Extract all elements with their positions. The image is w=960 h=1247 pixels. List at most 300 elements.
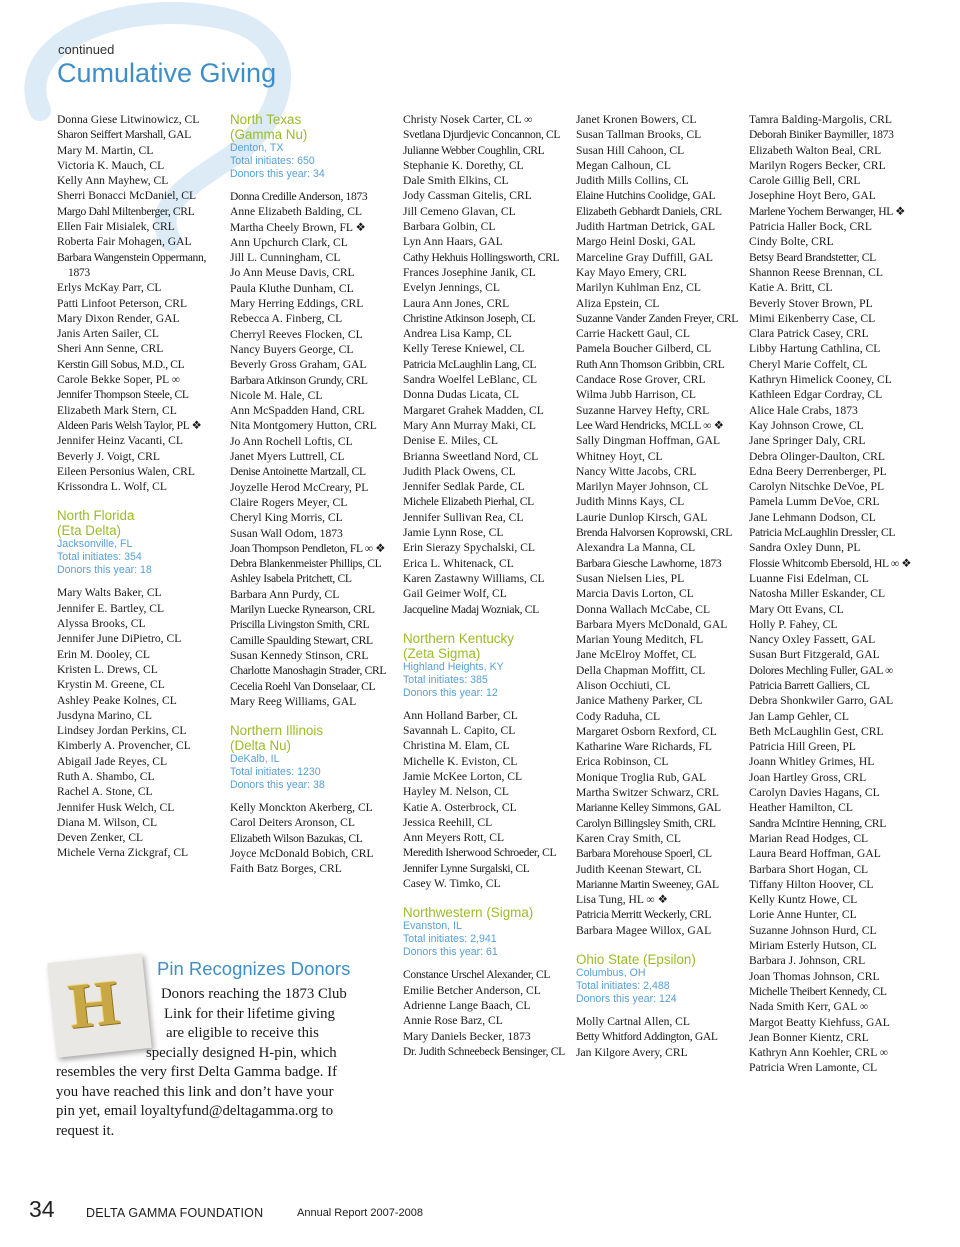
donor-name: Erica L. Whitenack, CL <box>403 556 514 570</box>
donor-name: Nita Montgomery Hutton, CRL <box>230 419 377 433</box>
chapter-header <box>576 952 744 1006</box>
donor-column-1 <box>57 112 225 861</box>
donor-name: Cathy Hekhuis Hollingsworth, CRL <box>403 250 560 264</box>
donor-name: Clara Patrick Casey, CRL <box>749 327 869 341</box>
donor-name: Joan Hartley Gross, CRL <box>749 770 867 784</box>
donor-name: Judith Plack Owens, CL <box>403 464 516 478</box>
donor-name: Flossie Whitcomb Ebersold, HL ∞ ❖ <box>749 556 912 570</box>
donor-name: Rebecca A. Finberg, CL <box>230 312 343 326</box>
donor-name: Jody Cassman Gitelis, CRL <box>403 189 532 203</box>
chapter-stat: Total initiates: 385 <box>403 673 488 686</box>
donor-name: Jacqueline Madaj Wozniak, CL <box>403 602 539 616</box>
donor-name: Charlotte Manoshagin Strader, CRL <box>230 664 387 678</box>
donor-name: Krystin M. Greene, CL <box>57 678 165 692</box>
donor-name: Margo Dahl Miltenberger, CRL <box>57 204 195 218</box>
donor-name: Christina M. Elam, CL <box>403 739 510 753</box>
donor-name: Suzanne Harvey Hefty, CRL <box>576 403 710 417</box>
donor-name: Cecelia Roehl Van Donselaar, CL <box>230 679 376 693</box>
donor-name: Elizabeth Walton Beal, CRL <box>749 143 882 157</box>
pin-paragraph <box>56 985 356 1141</box>
donor-name: Lyn Ann Haars, GAL <box>403 235 503 249</box>
chapter-name: Northern Illinois <box>230 723 324 739</box>
donor-name: Ann Holland Barber, CL <box>403 708 518 722</box>
chapter-name: (Delta Nu) <box>230 738 292 754</box>
donor-name: Nancy Witte Jacobs, CRL <box>576 464 697 478</box>
donor-name: Kelly Terese Kniewel, CL <box>403 342 525 356</box>
donor-name: Donna Credille Anderson, 1873 <box>230 190 368 203</box>
donor-name: Ashley Peake Kolnes, CL <box>57 693 177 707</box>
donor-name: Barbara Morehouse Spoerl, CL <box>576 847 712 861</box>
donor-name: Laura Ann Jones, CRL <box>403 296 510 310</box>
donor-name: Patricia Merritt Weckerly, CRL <box>576 908 712 922</box>
donor-name: Ruth A. Shambo, CL <box>57 769 155 783</box>
donor-name: Cherryl Reeves Flocken, CL <box>230 327 363 341</box>
donor-name: Whitney Hoyt, CL <box>576 449 663 463</box>
donor-name: Marianne Kelley Simmons, GAL <box>576 801 721 815</box>
donor-name: Marlene Yochem Berwanger, HL ❖ <box>749 204 906 218</box>
donor-name: Joyce McDonald Bobich, CRL <box>230 846 374 860</box>
donor-name: Kathryn Himelick Cooney, CL <box>749 373 892 387</box>
chapter-name: (Gamma Nu) <box>230 127 308 142</box>
donor-name: Barbara Ann Purdy, CL <box>230 587 340 601</box>
chapter-header <box>57 508 225 577</box>
donor-name: Elizabeth Mark Stern, CL <box>57 403 177 417</box>
donor-name: Faith Batz Borges, CRL <box>230 862 342 876</box>
donor-name: Brianna Sweetland Nord, CL <box>403 449 539 463</box>
donor-name: Sandra McIntire Henning, CRL <box>749 816 887 830</box>
chapter-stat: Total initiates: 2,941 <box>403 933 497 946</box>
donor-name: Priscilla Livingston Smith, CRL <box>230 618 370 632</box>
chapter-stat: Jacksonville, FL <box>57 538 133 551</box>
donor-name: Tiffany Hilton Hoover, CL <box>749 877 874 891</box>
donor-name: Ann Meyers Rott, CL <box>403 831 505 845</box>
donor-name: Patti Linfoot Peterson, CRL <box>57 296 188 310</box>
donor-name: Marilyn Mayer Johnson, CL <box>576 480 709 494</box>
donor-name: Alison Occhiuti, CL <box>576 678 671 692</box>
donor-name: Michelle K. Eviston, CL <box>403 754 518 768</box>
continued-label: continued <box>58 42 115 57</box>
chapter-name: Ohio State (Epsilon) <box>576 952 696 968</box>
donor-name: Denise Antoinette Martzall, CL <box>230 465 366 479</box>
donor-name: Nicole M. Hale, CL <box>230 388 323 402</box>
donor-name: Heather Hamilton, CL <box>749 801 853 815</box>
donor-name: Patricia McLaughlin Dressler, CL <box>749 526 896 540</box>
donor-name: Carol Deiters Aronson, CL <box>230 816 355 830</box>
donor-name: Marilyn Rogers Becker, CRL <box>749 158 886 172</box>
donor-name: Meredith Isherwood Schroeder, CL <box>403 846 557 860</box>
donor-name: Sandra Oxley Dunn, PL <box>749 541 861 555</box>
donor-name: Janet Myers Luttrell, CL <box>230 450 345 464</box>
donor-name: Cindy Bolte, CRL <box>749 235 834 249</box>
donor-name: Sally Dingman Hoffman, GAL <box>576 434 721 448</box>
donor-name: Cheryl Marie Coffelt, CL <box>749 357 868 371</box>
donor-name: Marilyn Luecke Rynearson, CRL <box>230 603 375 617</box>
donor-name: Kelly Ann Mayhew, CL <box>57 174 169 188</box>
donor-name: Mary Ann Murray Maki, CL <box>403 418 536 432</box>
chapter-name: North Florida <box>57 508 135 524</box>
donor-name: Karen Zastawny Williams, CL <box>403 571 545 585</box>
donor-name: Susan Wall Odom, 1873 <box>230 526 343 540</box>
donor-name: Nancy Buyers George, CL <box>230 342 354 356</box>
donor-name: Carrie Hackett Gaul, CL <box>576 327 690 341</box>
donor-name: Jan Lamp Gehler, CL <box>749 709 849 723</box>
chapter-stat: Total initiates: 650 <box>230 155 315 167</box>
donor-name: Edna Beery Derrenberger, PL <box>749 464 887 478</box>
chapter-stat: Donors this year: 18 <box>57 564 152 577</box>
donor-name: Pamela Boucher Gilberd, CL <box>576 342 712 356</box>
donor-name: Susan Kennedy Stinson, CRL <box>230 648 369 662</box>
donor-name: Janet Kronen Bowers, CL <box>576 113 697 126</box>
donor-name: Elizabeth Gebhardt Daniels, CRL <box>576 204 722 218</box>
donor-name: Margot Beatty Kiehfuss, GAL <box>749 1015 890 1029</box>
donor-name: Jusdyna Marino, CL <box>57 708 152 722</box>
donor-name: Miriam Esterly Hutson, CL <box>749 939 877 953</box>
donor-name: Jennifer E. Bartley, CL <box>57 601 165 615</box>
donor-name: Jennifer Thompson Steele, CL <box>57 388 189 402</box>
donor-name: Marian Young Meditch, FL <box>576 633 704 647</box>
chapter-stat: Highland Heights, KY <box>403 660 504 673</box>
pin-line: specially designed H-pin, which <box>146 1044 337 1061</box>
donor-name: Margaret Osborn Rexford, CL <box>576 724 717 738</box>
chapter-header <box>403 905 571 959</box>
donor-name: Joan Thompson Pendleton, FL ∞ ❖ <box>230 541 386 555</box>
donor-name: Susan Burt Fitzgerald, GAL <box>749 648 880 662</box>
donor-name: Ann McSpadden Hand, CRL <box>230 404 365 418</box>
footer-organization: DELTA GAMMA FOUNDATION <box>86 1206 264 1220</box>
donor-name: Martha Cheely Brown, FL ❖ <box>230 220 366 234</box>
donor-name: Sandra Woelfel LeBlanc, CL <box>403 373 538 387</box>
donor-name: Donna Dudas Licata, CL <box>403 388 519 402</box>
donor-name: Sheri Ann Senne, CRL <box>57 342 164 356</box>
donor-name: Beverly Stover Brown, PL <box>749 296 873 310</box>
donor-name: Susan Hill Cahoon, CL <box>576 143 685 157</box>
donor-name: Evelyn Jennings, CL <box>403 281 500 295</box>
donor-name: Tamra Balding-Margolis, CRL <box>749 113 892 126</box>
donor-name: Alexandra La Manna, CL <box>576 541 696 555</box>
pin-line: you have reached this link and don’t have your <box>56 1083 334 1100</box>
donor-name: Jessica Reehill, CL <box>403 815 493 829</box>
donor-name: Alyssa Brooks, CL <box>57 617 146 631</box>
donor-name: Judith Keenan Stewart, CL <box>576 862 702 876</box>
page-number: 34 <box>29 1196 55 1222</box>
donor-name: Marian Read Hodges, CL <box>749 831 869 845</box>
donor-name: Sherri Bonacci McDaniel, CL <box>57 189 197 203</box>
chapter-stat: Donors this year: 12 <box>403 686 498 699</box>
donor-name: Erlys McKay Parr, CL <box>57 281 162 295</box>
donor-name: Kerstin Gill Sobus, M.D., CL <box>57 357 185 371</box>
donor-name: Joan Thomas Johnson, CRL <box>749 969 880 983</box>
donor-name: Molly Cartnal Allen, CL <box>576 1015 690 1029</box>
donor-name: Svetlana Djurdjevic Concannon, CL <box>403 128 561 142</box>
donor-name: Jamie Lynn Rose, CL <box>403 526 504 540</box>
donor-name: Camille Spaulding Stewart, CRL <box>230 633 373 647</box>
donor-name: Abigail Jade Reyes, CL <box>57 754 168 768</box>
donor-name: Laura Beard Hoffman, GAL <box>749 847 881 861</box>
donor-name: Patricia Hill Green, PL <box>749 740 856 754</box>
donor-name: Janis Arten Sailer, CL <box>57 327 159 341</box>
donor-column-5 <box>749 112 921 1076</box>
pin-line: request it. <box>56 1122 115 1139</box>
donor-name: Barbara Giesche Lawhorne, 1873 <box>576 556 722 570</box>
donor-name: Julianne Webber Coughlin, CRL <box>403 143 545 157</box>
donor-name: Kay Johnson Crowe, CL <box>749 418 864 432</box>
donor-name: Jennifer Husk Welch, CL <box>57 800 175 814</box>
donor-name: Eileen Personius Walen, CRL <box>57 464 195 478</box>
donor-name: Jo Ann Rochell Loftis, CL <box>230 434 353 448</box>
donor-name: Jennifer June DiPietro, CL <box>57 632 182 646</box>
donor-name: Betsy Beard Brandstetter, CL <box>749 250 876 264</box>
donor-name: Debra Shonkwiler Garro, GAL <box>749 694 894 708</box>
donor-name: Josephine Hoyt Bero, GAL <box>749 189 876 203</box>
donor-name: Cheryl King Morris, CL <box>230 511 343 525</box>
donor-name: Marianne Martin Sweeney, GAL <box>576 877 719 891</box>
donor-name: Adrienne Lange Baach, CL <box>403 998 531 1012</box>
donor-name: Patricia McLaughlin Lang, CL <box>403 357 537 371</box>
donor-name: Anne Elizabeth Balding, CL <box>230 205 363 219</box>
donor-name: Rachel A. Stone, CL <box>57 785 153 799</box>
donor-name: Judith Mills Collins, CL <box>576 174 689 188</box>
donor-name: Stephanie K. Dorethy, CL <box>403 158 524 172</box>
donor-name: Deborah Biniker Baymiller, 1873 <box>749 128 894 142</box>
donor-name: Constance Urschel Alexander, CL <box>403 968 551 982</box>
donor-name: Carole Gillig Bell, CRL <box>749 174 861 188</box>
donor-name: Victoria K. Mauch, CL <box>57 158 165 172</box>
chapter-name: Northwestern (Sigma) <box>403 905 534 921</box>
pin-line: pin yet, email loyaltyfund@deltagamma.org to <box>56 1103 334 1119</box>
donor-name: Martha Switzer Schwarz, CRL <box>576 786 719 800</box>
donor-name: Lisa Tung, HL ∞ ❖ <box>576 893 668 907</box>
donor-name: Denise E. Miles, CL <box>403 434 498 448</box>
donor-name: Barbara Golbin, CL <box>403 220 496 234</box>
donor-name: Christine Atkinson Joseph, CL <box>403 311 536 325</box>
donor-name: Jill Cemeno Glavan, CL <box>403 204 516 218</box>
pin-line: Donors reaching the 1873 Club <box>161 986 347 1002</box>
donor-name: Suzanne Vander Zanden Freyer, CRL <box>576 311 738 325</box>
donor-name: Aliza Epstein, CL <box>576 296 660 310</box>
donor-name: Susan Tallman Brooks, CL <box>576 128 702 142</box>
donor-name: Jan Kilgore Avery, CRL <box>576 1045 688 1059</box>
donor-name: Patricia Barrett Galliers, CL <box>749 678 870 692</box>
donor-name: Jennifer Lynne Surgalski, CL <box>403 861 530 875</box>
donor-name: Claire Rogers Meyer, CL <box>230 495 348 509</box>
donor-name: Jennifer Sedlak Parde, CL <box>403 480 525 494</box>
donor-name: Debra Blankenmeister Phillips, CL <box>230 557 382 571</box>
donor-name: Aldeen Paris Welsh Taylor, PL ❖ <box>57 418 202 432</box>
donor-name: Katie A. Osterbrock, CL <box>403 800 517 814</box>
donor-column-2 <box>230 112 398 877</box>
page-title: Cumulative Giving <box>57 58 277 88</box>
chapter-name: North Texas <box>230 112 302 127</box>
donor-name: Mary Walts Baker, CL <box>57 586 162 600</box>
donor-name: Erin Sierazy Spychalski, CL <box>403 541 536 555</box>
donor-name: Kristen L. Drews, CL <box>57 662 158 676</box>
donor-name: Christy Nosek Carter, CL ∞ <box>403 113 533 126</box>
donor-name: Jane Lehmann Dodson, CL <box>749 510 876 524</box>
donor-name: Mary Herring Eddings, CRL <box>230 297 364 311</box>
donor-name: Barbara J. Johnson, CRL <box>749 954 866 968</box>
donor-name: Katie A. Britt, CL <box>749 281 833 295</box>
chapter-stat: Total initiates: 1230 <box>230 766 321 779</box>
donor-name: Barbara Magee Willox, GAL <box>576 923 712 937</box>
donor-name: Della Chapman Moffitt, CL <box>576 663 706 677</box>
donor-name: Ellen Fair Misialek, CRL <box>57 220 175 234</box>
donor-name: Mary Dixon Render, GAL <box>57 311 180 325</box>
donor-column-3 <box>403 112 571 1059</box>
donor-name: Savannah L. Capito, CL <box>403 724 516 738</box>
donor-name: Jo Ann Meuse Davis, CRL <box>230 266 355 280</box>
donor-name: Sharon Seiffert Marshall, GAL <box>57 128 191 142</box>
donor-name: Nancy Oxley Fassett, GAL <box>749 633 876 647</box>
donor-name: Suzanne Johnson Hurd, CL <box>749 923 877 937</box>
donor-name: Betty Whitford Addington, GAL <box>576 1030 718 1044</box>
donor-name: Pamela Lumm DeVoe, CRL <box>749 495 880 509</box>
donor-name: Dolores Mechling Fuller, GAL ∞ <box>749 663 894 677</box>
donor-name: Barbara Wangenstein Oppermann, 1873 <box>57 250 206 279</box>
donor-name: Donna Giese Litwinowicz, CL <box>57 113 200 126</box>
donor-name: Jean Bonner Kientz, CRL <box>749 1030 869 1044</box>
donor-name: Beverly J. Voigt, CRL <box>57 449 160 463</box>
donor-name: Carolyn Billingsley Smith, CRL <box>576 816 716 830</box>
donor-name: Carole Bekke Soper, PL ∞ <box>57 373 180 387</box>
donor-name: Paula Kluthe Dunham, CL <box>230 281 354 295</box>
donor-name: Wilma Jubb Harrison, CL <box>576 388 696 402</box>
donor-name: Barbara Short Hogan, CL <box>749 862 869 876</box>
donor-name: Michelle Theibert Kennedy, CL <box>749 984 887 998</box>
h-pin-letter: H <box>65 966 123 1043</box>
donor-name: Janice Matheny Parker, CL <box>576 694 703 708</box>
donor-name: Dale Smith Elkins, CL <box>403 174 509 188</box>
chapter-header <box>230 723 398 792</box>
chapter-stat: Total initiates: 2,488 <box>576 980 670 993</box>
donor-name: Donna Wallach McCabe, CL <box>576 602 711 616</box>
footer-report: Annual Report 2007-2008 <box>297 1207 423 1219</box>
chapter-header <box>230 112 398 181</box>
donor-name: Michele Verna Zickgraf, CL <box>57 846 189 860</box>
chapter-name: (Zeta Sigma) <box>403 645 481 661</box>
donor-name: Roberta Fair Mohagen, GAL <box>57 235 192 249</box>
donor-name: Libby Hartung Cathlina, CL <box>749 342 881 356</box>
donor-name: Patricia Haller Bock, CRL <box>749 220 872 234</box>
donor-name: Diana M. Wilson, CL <box>57 815 158 829</box>
donor-name: Monique Troglia Rub, GAL <box>576 770 707 784</box>
donor-name: Hayley M. Nelson, CL <box>403 785 509 799</box>
donor-name: Krissondra L. Wolf, CL <box>57 480 167 494</box>
donor-name: Margo Heinl Doski, GAL <box>576 235 696 249</box>
donor-name: Mary Daniels Becker, 1873 <box>403 1029 531 1043</box>
donor-name: Gail Geimer Wolf, CL <box>403 587 507 601</box>
chapter-stat: Denton, TX <box>230 142 284 154</box>
donor-name: Barbara Myers McDonald, GAL <box>576 617 728 631</box>
donor-name: Patricia Wren Lamonte, CL <box>749 1061 878 1075</box>
donor-name: Beth McLaughlin Gest, CRL <box>749 724 884 738</box>
donor-name: Annie Rose Barz, CL <box>403 1014 503 1028</box>
chapter-name: (Eta Delta) <box>57 523 121 539</box>
donor-name: Kathryn Ann Koehler, CRL ∞ <box>749 1046 889 1060</box>
donor-name: Carolyn Nitschke DeVoe, PL <box>749 480 885 494</box>
chapter-stat: Evanston, IL <box>403 920 462 933</box>
donor-name: Frances Josephine Janik, CL <box>403 265 536 279</box>
donor-name: Alice Hale Crabs, 1873 <box>749 403 858 417</box>
donor-name: Jill L. Cunningham, CL <box>230 251 341 265</box>
donor-name: Margaret Grahek Madden, CL <box>403 403 544 417</box>
donor-name: Judith Minns Kays, CL <box>576 495 685 509</box>
donor-name: Barbara Atkinson Grundy, CRL <box>230 373 368 387</box>
donor-name: Luanne Fisi Edelman, CL <box>749 571 869 585</box>
donor-name: Holly P. Fahey, CL <box>749 617 838 631</box>
donor-name: Lindsey Jordan Perkins, CL <box>57 724 187 738</box>
chapter-stat: Total initiates: 354 <box>57 551 142 564</box>
chapter-stat: DeKalb, IL <box>230 753 280 766</box>
donor-name: Mary M. Martin, CL <box>57 143 154 157</box>
donor-name: Deven Zenker, CL <box>57 831 144 845</box>
pin-line: are eligible to receive this <box>166 1025 319 1041</box>
donor-name: Ann Upchurch Clark, CL <box>230 235 348 249</box>
donor-name: Karen Cray Smith, CL <box>576 831 681 845</box>
donor-name: Mary Ott Evans, CL <box>749 602 844 616</box>
chapter-header <box>403 631 571 700</box>
donor-name: Katharine Ware Richards, FL <box>576 740 712 754</box>
donor-name: Casey W. Timko, CL <box>403 877 501 891</box>
donor-name: Megan Calhoun, CL <box>576 158 671 172</box>
donor-name: Brenda Halvorsen Koprowski, CRL <box>576 526 732 540</box>
chapter-stat: Donors this year: 34 <box>230 168 325 180</box>
donor-name: Kathleen Edgar Cordray, CL <box>749 388 883 402</box>
donor-name: Cody Raduha, CL <box>576 709 661 723</box>
donor-name: Lorie Anne Hunter, CL <box>749 908 857 922</box>
donor-name: Marilyn Kuhlman Enz, CL <box>576 281 701 295</box>
donor-name: Ruth Ann Thomson Gribbin, CRL <box>576 357 725 371</box>
pin-section-title: Pin Recognizes Donors <box>157 958 351 979</box>
donor-name: Dr. Judith Schneebeck Bensinger, CL <box>403 1044 565 1058</box>
donor-name: Debra Olinger-Daulton, CRL <box>749 449 885 463</box>
donor-name: Kelly Kuntz Howe, CL <box>749 893 858 907</box>
donor-name: Candace Rose Grover, CRL <box>576 373 706 387</box>
donor-name: Jennifer Sullivan Rea, CL <box>403 510 524 524</box>
donor-name: Kelly Monckton Akerberg, CL <box>230 801 373 815</box>
chapter-stat: Columbus, OH <box>576 967 646 980</box>
pin-line: Link for their lifetime giving <box>164 1005 335 1022</box>
donor-name: Judith Hartman Detrick, GAL <box>576 220 716 234</box>
donor-name: Marceline Gray Duffill, GAL <box>576 250 713 264</box>
donor-name: Laurie Dunlop Kirsch, GAL <box>576 510 708 524</box>
donor-name: Kimberly A. Provencher, CL <box>57 739 191 753</box>
donor-name: Susan Nielsen Lies, PL <box>576 571 685 585</box>
donor-name: Shannon Reese Brennan, CL <box>749 265 883 279</box>
donor-name: Emilie Betcher Anderson, CL <box>403 983 541 997</box>
donor-name: Natosha Miller Eskander, CL <box>749 587 886 601</box>
chapter-stat: Donors this year: 38 <box>230 779 325 792</box>
donor-name: Mimi Eikenberry Case, CL <box>749 311 876 325</box>
pin-line: resembles the very first Delta Gamma badge. If <box>56 1064 338 1080</box>
donor-name: Jane McElroy Moffet, CL <box>576 648 697 662</box>
donor-name: Jamie McKee Lorton, CL <box>403 769 523 783</box>
donor-name: Joyzelle Herod McCreary, PL <box>230 480 369 494</box>
donor-name: Kay Mayo Emery, CRL <box>576 265 687 279</box>
donor-name: Jane Springer Daly, CRL <box>749 434 866 448</box>
chapter-name: Northern Kentucky <box>403 630 514 646</box>
chapter-stat: Donors this year: 61 <box>403 946 498 959</box>
chapter-stat: Donors this year: 124 <box>576 993 677 1006</box>
donor-column-4 <box>576 112 744 1060</box>
donor-name: Carolyn Davies Hagans, CL <box>749 786 880 800</box>
donor-name: Erica Robinson, CL <box>576 755 669 769</box>
donor-name: Jennifer Heinz Vacanti, CL <box>57 434 183 448</box>
donor-name: Elizabeth Wilson Bazukas, CL <box>230 831 363 845</box>
donor-name: Mary Reeg Williams, GAL <box>230 694 357 708</box>
donor-name: Lee Ward Hendricks, MCLL ∞ ❖ <box>576 418 724 432</box>
donor-name: Michele Elizabeth Pierhal, CL <box>403 495 534 509</box>
donor-name: Elaine Hutchins Coolidge, GAL <box>576 189 716 203</box>
